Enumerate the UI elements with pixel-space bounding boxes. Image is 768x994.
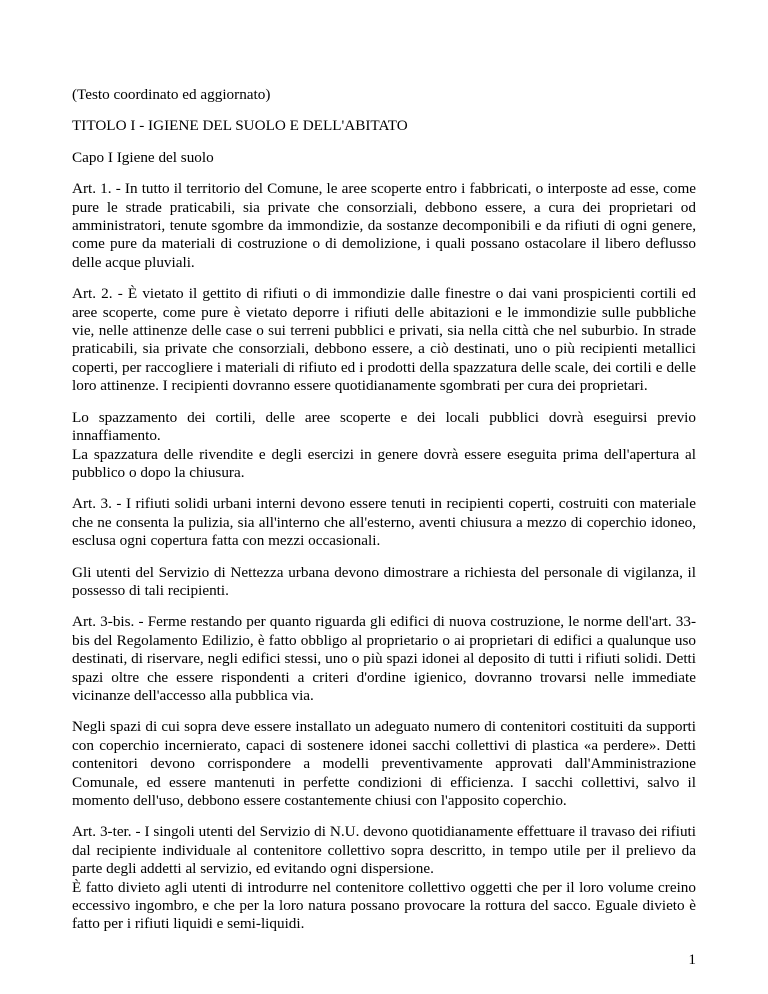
document-title: TITOLO I - IGIENE DEL SUOLO E DELL'ABITATO [72, 117, 408, 135]
article-3-ter [72, 823, 696, 933]
page-number: 1 [688, 951, 696, 968]
article-3-bis-contenitori: Negli spazi di cui sopra deve essere installato un adeguato numero di contenitori costituiti da supporti con coperchio incernierato, capaci di sostenere idonei sacchi collettivi di plastica «a perdere». Detti contenitori devono corrispondere a modelli preventivamente approvati dall'Amministrazione Comunale, ed essere mantenuti in perfette condizioni di efficienza. I sacchi collettivi, salvo il momento dell'uso, debbono essere costantemente chiusi con l'apposito coperchio. [72, 718, 696, 809]
article-2: Art. 2. - È vietato il gettito di rifiuti o di immondizie dalle finestre o dai vani prospicienti cortili ed aree scoperte, come pure è vietato deporre i rifiuti delle abitazioni e le immondizie sulle pubbliche vie, nelle attinenze delle case o sui terreni pubblici e privati, sia nella città che nel suburbio. In strade praticabili, sia private che consorziali, debbono essere, a ciò destinati, uno o più recipienti metallici coperti, per raccogliere i materiali di rifiuto ed i prodotti della spazzatura delle scale, dei cortili e delle loro attinenze. I recipienti dovranno essere quotidianamente sgombrati per cura dei proprietari. [72, 285, 696, 395]
document-subtitle: (Testo coordinato ed aggiornato) [72, 86, 271, 103]
article-3-ter-line-2: È fatto divieto agli utenti di introdurre nel contenitore collettivo oggetti che per il loro volume creino eccessivo ingombro, e che per la loro natura possano provocare la rottura del sacco. Eguale divieto è fatto per i rifiuti liquidi e semi-liquidi. [72, 878, 696, 933]
document-body [72, 86, 696, 947]
article-3-ter-line-1: Art. 3-ter. - I singoli utenti del Servizio di N.U. devono quotidianamente effettuare il travaso dei rifiuti dal recipiente individuale al contenitore collettivo sopra descritto, in tempo utile per il prelievo da parte degli addetti al servizio, ed evitando ogni dispersione. [72, 823, 696, 878]
spazzamento-line-2: La spazzatura delle rivendite e degli esercizi in genere dovrà essere eseguita prima dell'apertura al pubblico o dopo la chiusura. [72, 445, 696, 481]
spazzamento-paragraph [72, 409, 696, 483]
spazzamento-line-1: Lo spazzamento dei cortili, delle aree scoperte e dei locali pubblici dovrà eseguirsi previo innaffiamento. [72, 408, 696, 445]
chapter-heading: Capo I Igiene del suolo [72, 148, 214, 166]
article-3-utenti: Gli utenti del Servizio di Nettezza urbana devono dimostrare a richiesta del personale di vigilanza, il possesso di tali recipienti. [72, 563, 696, 599]
article-1: Art. 1. - In tutto il territorio del Comune, le aree scoperte entro i fabbricati, o interposte ad esse, come pure le strade praticabili, sia private che consorziali, debbono essere, a cura dei proprietari od amministratori, tenute sgombre da immondizie, da sostanze decomponibili e da rifiuti di ogni genere, come pure da materiali di costruzione o di demolizione, i quali possano ostacolare il libero deflusso delle acque pluviali. [72, 180, 696, 271]
article-3: Art. 3. - I rifiuti solidi urbani interni devono essere tenuti in recipienti coperti, costruiti con materiale che ne consenta la pulizia, sia all'interno che all'esterno, aventi chiusura a mezzo di coperchio idoneo, esclusa ogni copertura fatta con mezzi occasionali. [72, 495, 696, 550]
article-3-bis: Art. 3-bis. - Ferme restando per quanto riguarda gli edifici di nuova costruzione, le norme dell'art. 33-bis del Regolamento Edilizio, è fatto obbligo al proprietario o ai proprietari di edifici a qualunque uso destinati, di riservare, negli edifici stessi, uno o più spazi idonei al deposito di tutti i rifiuti solidi. Detti spazi oltre che essere rispondenti a criteri d'ordine igienico, dovranno trovarsi nelle immediate vicinanze dell'accesso alla pubblica via. [72, 613, 696, 704]
